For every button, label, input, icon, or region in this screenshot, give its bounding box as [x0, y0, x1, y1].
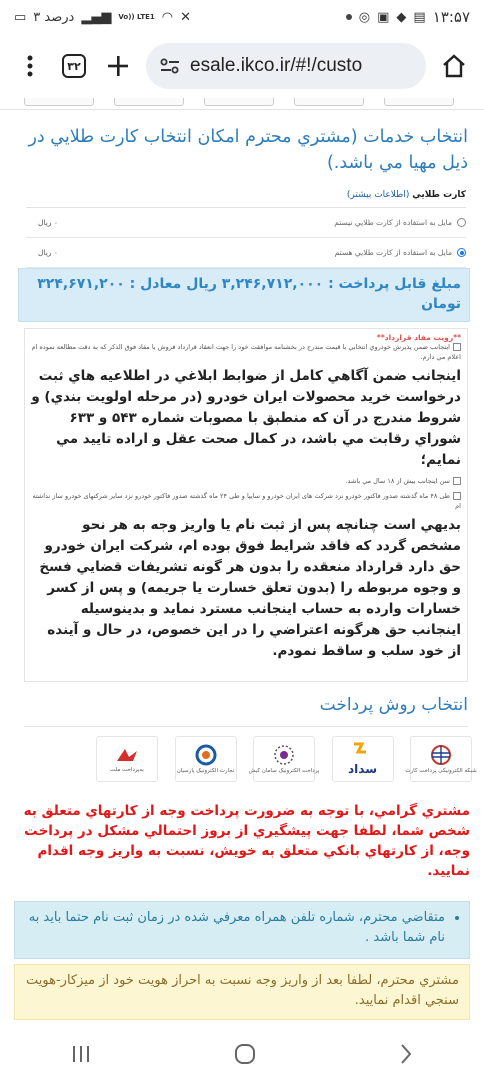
battery-level: ۳ درصد [33, 9, 75, 25]
home-nav-button[interactable] [234, 1043, 256, 1070]
bank-caption: به‌پرداخت ملت [110, 767, 144, 773]
contract-check-3[interactable] [31, 491, 461, 511]
bank-gateway-mellat[interactable] [96, 736, 158, 782]
network-type: Vo)) LTE1 [118, 13, 155, 21]
phone-info-text: • متقاضي محترم، شماره تلفن همراه معرفي شده در زمان ثبت نام حتما بايد به نام شما باشد . [25, 908, 445, 948]
gold-card-option-no[interactable] [26, 208, 466, 238]
radio-button[interactable] [457, 218, 466, 227]
battery-icon: ▭ [14, 9, 27, 25]
tab-switcher-button[interactable] [52, 44, 96, 88]
status-left [14, 10, 191, 25]
bank-caption: پرداخت الکترونیک سامان کیش [248, 768, 320, 774]
top-form-fields [0, 98, 484, 110]
contract-section [24, 328, 468, 682]
bank-gateway-sadad[interactable] [332, 736, 394, 782]
checkbox[interactable] [453, 477, 461, 485]
checkbox-label: سن اينجانب بيش از ۱۸ سال مي باشد. [345, 477, 450, 485]
chevron-right-icon [399, 1043, 413, 1065]
kebab-menu-icon [27, 55, 33, 77]
plus-icon [107, 55, 129, 77]
radio-button-selected[interactable] [457, 248, 466, 257]
home-button[interactable] [432, 44, 476, 88]
bank-caption: شبکه الکترونیکی پرداخت کارت [405, 768, 477, 774]
payment-method-heading: انتخاب روش پرداخت [319, 695, 468, 715]
globe-logo-icon [428, 744, 454, 766]
contract-title: **رويت مفاد قرارداد** [376, 333, 461, 342]
browser-toolbar [0, 34, 484, 98]
option-label: مايل به استفاده از كارت طلايي نيستم [334, 218, 452, 227]
recent-apps-icon [71, 1045, 91, 1063]
form-field-stub[interactable] [204, 98, 274, 106]
bank-caption: تجارت الکترونیک پارسیان [176, 768, 235, 774]
gold-card-option-yes[interactable] [26, 238, 466, 268]
services-heading: انتخاب خدمات (مشتري محترم امكان انتخاب كارت طلايي در ذيل مهيا مي باشد.) [28, 127, 468, 173]
system-navigation-bar [0, 1032, 484, 1080]
gold-card-title-text: كارت طلايي [412, 190, 466, 200]
bank-gateway-shetab[interactable] [405, 736, 477, 782]
bank-gateway-list [96, 736, 477, 786]
gold-card-section [26, 186, 466, 268]
contract-statement-2: بديهي است چنانچه پس از ثبت نام يا واريز وجه به هر نحو مشخص گردد كه فاقد شرايط فوق بوده ام، شركت ايران خودرو حق دارد قرارداد منعقده را بدون هر گونه تشريفات قضايي فسخ و وجوه مربوطه را (بدون تعلق خسارت يا جريمه) و پس از كسر خسارات وارده به حساب اينجانب مسترد نمايد و بدينوسيله اينجانب حق هرگونه اعتراضي را در اين خصوص، در حال و آينده از خود سلب و ساقط نمودم. [39, 517, 461, 659]
recent-apps-button[interactable] [71, 1044, 91, 1068]
more-info-link[interactable]: (اطلاعات بیشتر) [346, 190, 410, 200]
phone-info-notice [14, 901, 470, 959]
checkbox-label: طی ۴۸ ماه گذشته صدور فاکتور خودرو نزد شرکت های ایران خودرو و سایپا و طی ۲۴ ماه گذشته صدور فاکتور خودرو نزد سایر شرکتهای خودرو ساز نداشته ام [32, 492, 461, 510]
identity-warning-notice: مشتري محترم، لطفا بعد از واريز وجه نسبت به احراز هويت خود از ميزكار-هويت سنجي اقدام نماييد. [14, 964, 470, 1020]
checkbox-label: اينجانب ضمن پذيرش خودروي انتخابي با قيمت مندرج در بخشنامه موافقت خود را جهت انعقاد قرارداد فروش با مفاد فوق الذكر كه به دقت مطالعه نموده ام اعلام مي دارم. [31, 343, 461, 361]
status-bar [0, 0, 484, 34]
wifi-icon: ◠ [161, 9, 174, 25]
new-tab-button[interactable] [96, 44, 140, 88]
sadad-logo-icon [350, 742, 376, 760]
form-field-stub[interactable] [24, 98, 94, 106]
shield-icon: ◆ [396, 9, 407, 25]
saman-logo-icon [273, 744, 295, 766]
option-price: ۰ ريال [38, 218, 58, 227]
card-ownership-notice: مشتري گرامي، با توجه به ضرورت پرداخت وجه از كارتهاي متعلق به شخص شما، لطفا جهت پيشگيري از بروز احتمالي مشكل در پرداخت وجه، از كارتهاي بانكي متعلق به خويش، نسبت به واريز وجه اقدام نماييد. [23, 803, 470, 879]
home-circle-icon [234, 1043, 256, 1065]
contract-check-1[interactable] [31, 342, 461, 362]
site-settings-icon[interactable] [160, 58, 180, 74]
bank-gateway-parsian[interactable] [175, 736, 237, 782]
gold-card-title [26, 186, 466, 208]
checkbox[interactable] [453, 492, 461, 500]
payment-amount-box: مبلغ قابل پرداخت : ۳,۲۴۶,۷۱۲,۰۰۰ ريال معادل : ۳۲۴,۶۷۱,۲۰۰ تومان [18, 268, 470, 322]
contract-check-2[interactable] [31, 476, 461, 486]
message-icon: ▣ [377, 9, 390, 25]
address-bar[interactable] [146, 43, 426, 89]
signal-icon: ▂▄▆ [81, 9, 112, 25]
mellat-logo-icon [114, 745, 140, 765]
chat-icon: ▤ [413, 9, 426, 25]
home-icon [442, 54, 466, 78]
back-button[interactable] [399, 1043, 413, 1070]
form-field-stub[interactable] [384, 98, 454, 106]
option-price: ۰ ريال [38, 248, 58, 257]
form-field-stub[interactable] [114, 98, 184, 106]
parsian-logo-icon [193, 744, 219, 766]
divider [24, 726, 468, 727]
url-text: esale.ikco.ir/#!/custo [190, 55, 363, 76]
clock: ۱۳:۵۷ [432, 8, 470, 26]
bank-gateway-saman[interactable] [248, 736, 320, 782]
bank-caption: سداد [348, 762, 378, 776]
checkbox[interactable] [453, 343, 461, 351]
contract-statement-1: اينجانب ضمن آگاهي كامل از ضوابط ابلاغي در اطلاعيه هاي ثبت درخواست خريد محصولات ايران خودرو (در مرحله اولويت بندي) و شروط مندرج در آن كه منطبق با مصوبات شماره ۵۴۳ و ۶۳۳ شوراي رقابت مي باشد، در كمال صحت عقل و اراده تاييد مي نمايم؛ [31, 368, 461, 468]
page-content [0, 98, 484, 1032]
notification-dot-icon [346, 14, 352, 20]
mute-icon: ✕ [180, 9, 192, 25]
tab-count: ۳۲ [62, 54, 86, 78]
status-right [346, 8, 470, 26]
option-label: مايل به استفاده از كارت طلايي هستم [334, 248, 452, 257]
menu-button[interactable] [8, 44, 52, 88]
form-field-stub[interactable] [294, 98, 364, 106]
whatsapp-icon: ◎ [358, 9, 371, 25]
